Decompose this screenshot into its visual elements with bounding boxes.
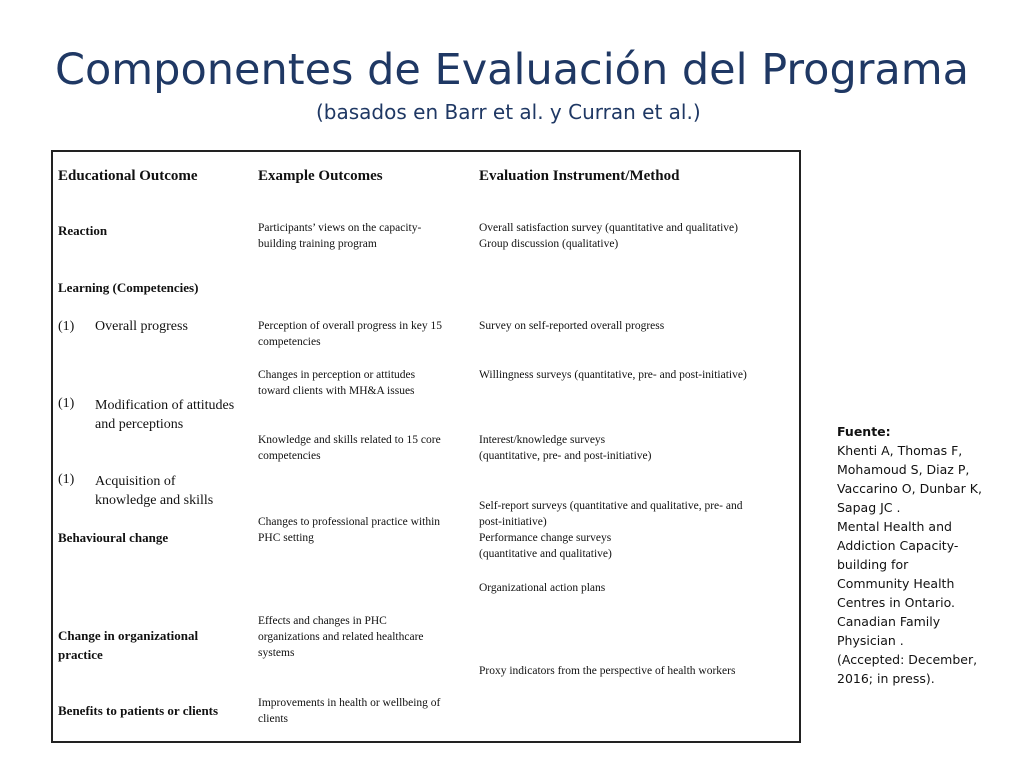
benefits-example-line: clients (258, 713, 289, 725)
row-reaction-label: Reaction (58, 223, 108, 238)
source-line: Centres in Ontario. (837, 595, 955, 610)
source-line: (Accepted: December, (837, 652, 978, 667)
slide-title: Componentes de Evaluación del Programa (54, 45, 970, 95)
learning-item-number: (1) (58, 396, 75, 411)
row-organization-label: Change in organizational (58, 628, 199, 643)
header-educational-outcome: Educational Outcome (58, 168, 198, 184)
attitudes-example-line: toward clients with MH&A issues (258, 385, 415, 397)
knowledge-example-line: Knowledge and skills related to 15 core (258, 434, 441, 446)
knowledge-method-line: Interest/knowledge surveys (479, 434, 606, 446)
learning-item-number: (1) (58, 472, 75, 487)
source-line: Community Health (837, 576, 955, 591)
organization-example-line: systems (258, 647, 295, 659)
knowledge-example-line: competencies (258, 450, 321, 462)
source-line: Mohamoud S, Diaz P, (837, 462, 970, 477)
organization-example-line: Effects and changes in PHC (258, 615, 387, 627)
reaction-example-line: building training program (258, 238, 377, 250)
learning-item-knowledge: Acquisition of (95, 474, 176, 489)
reaction-method-line: Group discussion (qualitative) (479, 238, 619, 250)
row-behaviour-label: Behavioural change (58, 530, 169, 545)
source-line: Sapag JC . (837, 500, 901, 515)
behaviour-method-line: post-initiative) (479, 516, 547, 528)
organization-method: Organizational action plans (479, 582, 606, 594)
behaviour-example-line: PHC setting (258, 532, 314, 544)
source-line: 2016; in press). (837, 671, 935, 686)
attitudes-example-line: Changes in perception or attitudes (258, 369, 416, 381)
source-line: building for (837, 557, 909, 572)
source-line: Canadian Family (837, 614, 941, 629)
learning-item-attitudes: and perceptions (95, 417, 184, 432)
row-benefits-label: Benefits to patients or clients (58, 703, 219, 718)
learning-item-overall-progress: Overall progress (95, 319, 188, 334)
source-citation (837, 422, 1007, 688)
reaction-example-line: Participants’ views on the capacity- (258, 222, 422, 234)
slide-subtitle: (basados en Barr et al. y Curran et al.) (316, 100, 701, 124)
reaction-method-line: Overall satisfaction survey (quantitative and qualitative) (479, 222, 738, 234)
learning-item-number: (1) (58, 319, 75, 334)
behaviour-method-line: Performance change surveys (479, 532, 612, 544)
source-line: Addiction Capacity- (837, 538, 959, 553)
attitudes-method: Willingness surveys (quantitative, pre- and post-initiative) (479, 369, 747, 381)
behaviour-example-line: Changes to professional practice within (258, 516, 441, 528)
row-learning-label: Learning (Competencies) (58, 280, 199, 295)
source-line: Physician . (837, 633, 904, 648)
benefits-example-line: Improvements in health or wellbeing of (258, 697, 441, 709)
source-line: Khenti A, Thomas F, (837, 443, 963, 458)
learning-item-attitudes: Modification of attitudes (95, 398, 235, 413)
behaviour-method-line: (quantitative and qualitative) (479, 548, 612, 560)
source-line: Mental Health and (837, 519, 952, 534)
behaviour-method-line: Self-report surveys (quantitative and qualitative, pre- and (479, 500, 743, 512)
organization-example-line: organizations and related healthcare (258, 631, 424, 643)
benefits-method: Proxy indicators from the perspective of health workers (479, 665, 736, 677)
overall-progress-example-line: competencies (258, 336, 321, 348)
overall-progress-method: Survey on self-reported overall progress (479, 320, 665, 332)
source-line: Vaccarino O, Dunbar K, (837, 481, 982, 496)
source-label: Fuente: (837, 424, 891, 439)
header-example-outcomes: Example Outcomes (258, 168, 383, 184)
learning-item-knowledge: knowledge and skills (95, 493, 214, 508)
header-evaluation-method: Evaluation Instrument/Method (479, 168, 680, 184)
overall-progress-example-line: Perception of overall progress in key 15 (258, 320, 442, 332)
row-organization-label: practice (58, 647, 103, 662)
knowledge-method-line: (quantitative, pre- and post-initiative) (479, 450, 652, 462)
